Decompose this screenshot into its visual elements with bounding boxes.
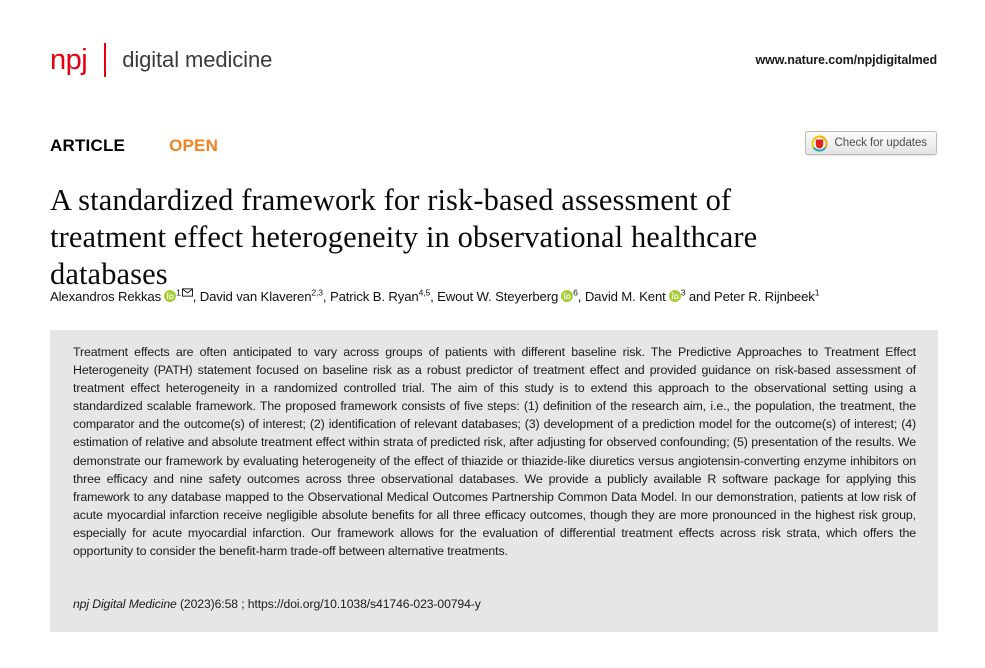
author-affiliation-marker: 2,3 [311, 287, 323, 298]
author-name[interactable]: Ewout W. Steyerberg [437, 289, 559, 304]
article-title: A standardized framework for risk-based assessment of treatment effect heterogeneity in observational healthcare databases [50, 183, 758, 292]
author-affiliation-marker: 1 [176, 287, 181, 298]
author-name[interactable]: Patrick B. Ryan [329, 289, 419, 304]
article-type-label: ARTICLE [50, 136, 126, 155]
author-name[interactable]: Alexandros Rekkas [50, 289, 162, 304]
check-for-updates-label: Check for updates [834, 137, 927, 149]
author-affiliation-marker: 3 [680, 287, 686, 298]
citation-details[interactable]: (2023)6:58 ; https://doi.org/10.1038/s41746-023-00794-y [176, 597, 481, 611]
article-type-row [50, 136, 218, 156]
orcid-icon[interactable] [669, 290, 681, 302]
abstract-text: Treatment effects are often anticipated to vary across groups of patients with different baseline risk. The Predictive Approaches to Treatment Effect Heterogeneity (PATH) statement focused on baseline risk as a robust predictor of treatment effect and provided guidance on risk-based assessment of treatment effect heterogeneity in a randomized controlled trial. The aim of this study is to extend this approach to the observational setting using a standardized scalable framework. The proposed framework consists of five steps: (1) definition of the research aim, i.e., the population, the treatment, the comparator and the outcome(s) of interest; (2) identification of relevant databases; (3) development of a prediction model for the outcome(s) of interest; (4) estimation of relative and absolute treatment effect within strata of predicted risk, after adjusting for observed confounding; (5) presentation of the results. We demonstrate our framework by evaluating heterogeneity of the effect of thiazide or thiazide-like diuretics versus angiotensin-converting enzyme inhibitors on three efficacy and nine safety outcomes across three observational databases. We provide a publicly available R software package for applying this framework to any database mapped to the Observational Medical Outcomes Partnership Common Data Model. In our demonstration, patients at low risk of acute myocardial infarction receive negligible absolute benefits for all three efficacy outcomes, though they are more pronounced in the highest risk group, especially for acute myocardial infarction. Our framework allows for the evaluation of differential treatment effects across risk strata, which offers the opportunity to consider the benefit-harm trade-off between alternative treatments. [73, 345, 916, 559]
masthead [50, 38, 937, 82]
corresponding-author-envelope-icon[interactable] [182, 288, 193, 297]
author-name[interactable]: David van Klaveren [199, 289, 312, 304]
logo-divider [104, 43, 106, 77]
author-separator: , [322, 289, 330, 304]
author-separator: and [685, 289, 714, 304]
author-name[interactable]: Peter R. Rijnbeek [713, 289, 815, 304]
abstract-box [50, 330, 938, 632]
author-affiliation-marker: 1 [814, 287, 820, 298]
crossmark-circle-icon [811, 135, 828, 152]
check-for-updates-button[interactable] [805, 131, 937, 155]
journal-logo[interactable] [50, 43, 272, 77]
orcid-icon[interactable] [164, 290, 176, 302]
author-list [50, 288, 940, 306]
open-access-label: OPEN [169, 136, 219, 155]
orcid-icon[interactable] [561, 290, 573, 302]
journal-name: digital medicine [122, 47, 273, 72]
author-separator: , [430, 289, 438, 304]
citation-line [73, 597, 481, 611]
author-affiliation-marker: 6 [573, 287, 578, 298]
journal-url[interactable]: www.nature.com/npjdigitalmed [755, 53, 937, 67]
author-name[interactable]: David M. Kent [584, 289, 666, 304]
npj-wordmark: npj [50, 43, 88, 76]
author-affiliation-marker: 4,5 [418, 287, 431, 298]
author-separator: , [577, 289, 585, 304]
citation-journal: npj Digital Medicine [73, 597, 177, 611]
author-separator: , [192, 289, 200, 304]
